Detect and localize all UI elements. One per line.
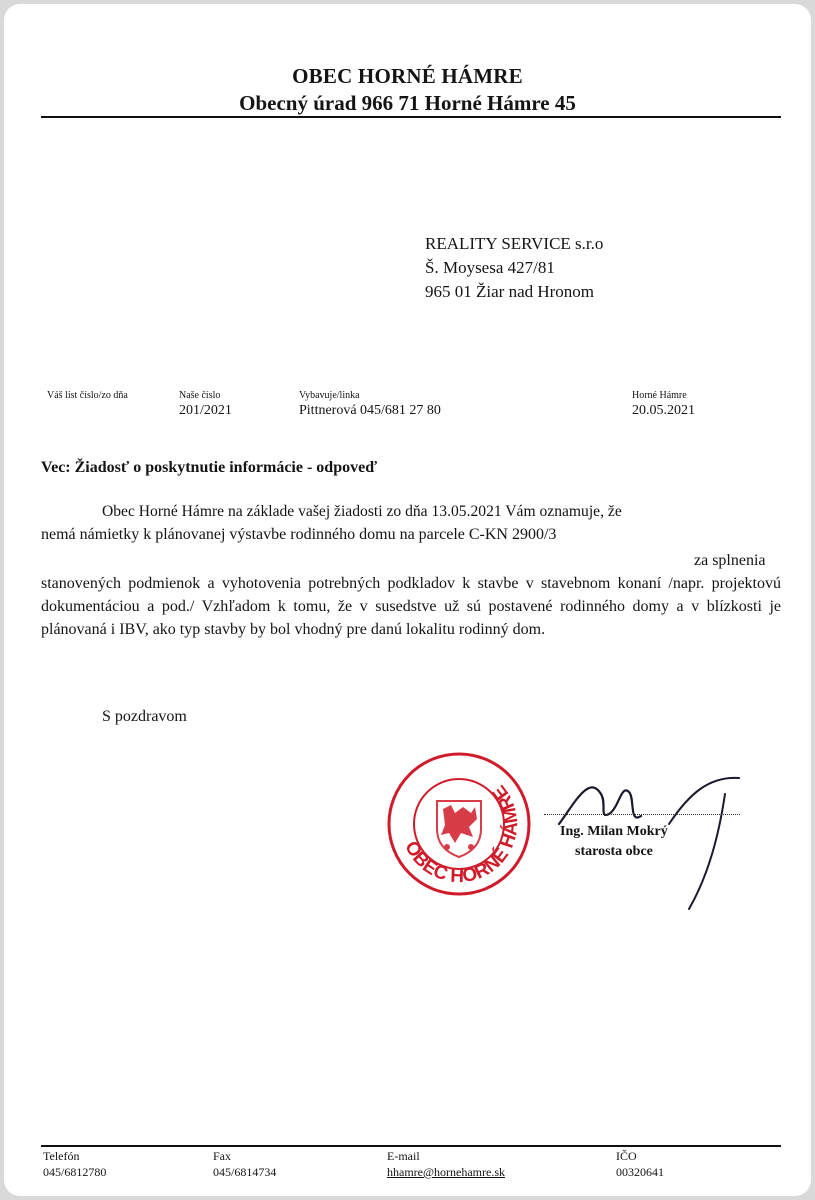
body-line-2: nemá námietky k plánovanej výstavbe rodinného domu na parcele C-KN 2900/3: [41, 526, 557, 543]
footer-ico-label: IČO: [616, 1149, 637, 1163]
our-number-label: Naše číslo: [179, 390, 221, 401]
signature-line: [544, 814, 740, 815]
place-label: Horné Hámre: [632, 390, 687, 401]
our-number-value: 201/2021: [179, 403, 232, 418]
footer-email-link[interactable]: hhamre@hornehamre.sk: [387, 1165, 506, 1179]
coat-of-arms-icon: [437, 801, 481, 857]
recipient-street: Š. Moysesa 427/81: [425, 258, 555, 277]
body-line-1: Obec Horné Hámre na základe vašej žiadosti zo dňa 13.05.2021 Vám oznamuje, že: [102, 503, 622, 520]
letter-page: [4, 4, 811, 1196]
letter-subject: Vec: Žiadosť o poskytnutie informácie - odpoveď: [41, 459, 377, 476]
greeting: S pozdravom: [102, 708, 187, 725]
header-divider: [41, 116, 781, 118]
signatory-name: Ing. Milan Mokrý: [560, 824, 668, 839]
footer-phone-value: 045/6812780: [43, 1165, 107, 1179]
footer-phone-label: Telefón: [43, 1149, 80, 1163]
office-address: Obecný úrad 966 71 Horné Hámre 45: [239, 91, 576, 115]
recipient-company: REALITY SERVICE s.r.o: [425, 234, 604, 253]
handled-by-value: Pittnerová 045/681 27 80: [299, 403, 441, 418]
official-stamp: [379, 749, 539, 899]
letter-date: 20.05.2021: [632, 403, 695, 418]
footer-fax-label: Fax: [213, 1149, 231, 1163]
body-line-3: za splnenia: [694, 552, 766, 569]
footer-ico-value: 00320641: [616, 1165, 664, 1179]
recipient-city: 965 01 Žiar nad Hronom: [425, 282, 595, 301]
footer-divider: [41, 1145, 781, 1147]
your-letter-label: Váš list číslo/zo dňa: [47, 390, 128, 401]
body-paragraph: stanovených podmienok a vyhotovenia potrebných podkladov k stavbe v stavebnom konaní /napr. projektovú dokumentáciou a pod./ Vzhľadom k tomu, že v susedstve už sú postavené rodinného domy a v blízkosti je plánovaná i IBV, ako typ stavby by bol vhodný pre danú lokalitu rodinný dom.: [41, 575, 781, 638]
handled-by-label: Vybavuje/linka: [299, 390, 360, 401]
footer-email-label: E-mail: [387, 1149, 420, 1163]
stamp-ring-text: OBEC HORNÉ HÁMRE: [400, 780, 523, 888]
municipality-name: OBEC HORNÉ HÁMRE: [292, 64, 523, 88]
signatory-role: starosta obce: [575, 844, 653, 859]
recipient-address: [425, 232, 603, 304]
footer-fax-value: 045/6814734: [213, 1165, 277, 1179]
